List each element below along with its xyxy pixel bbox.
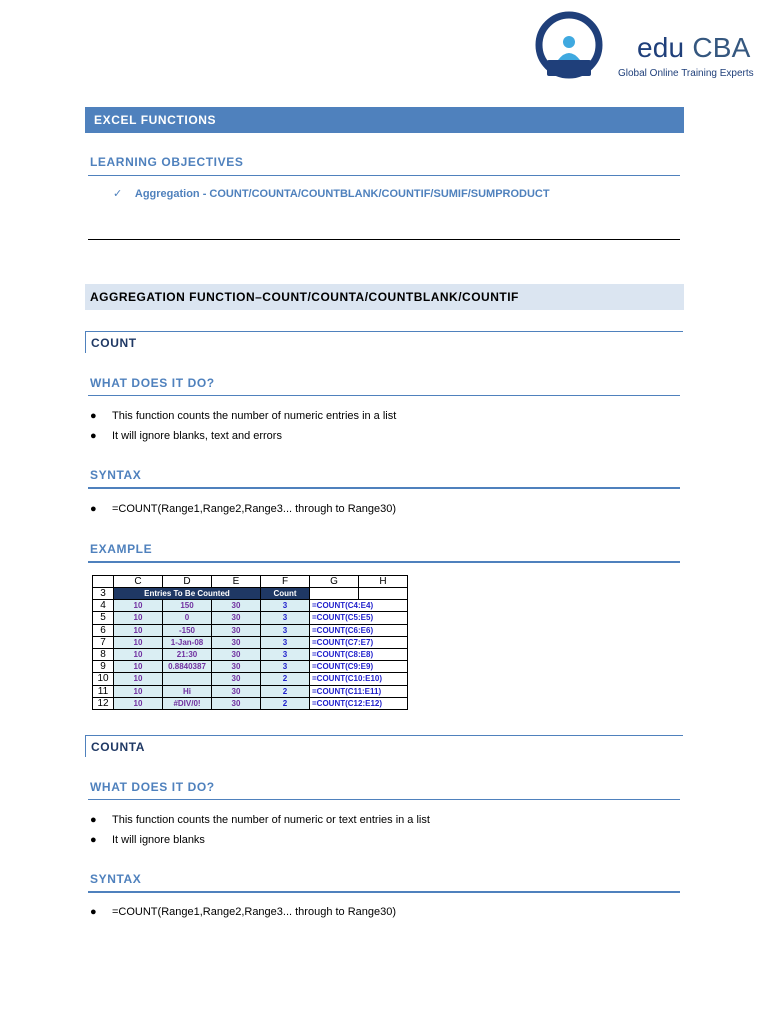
- divider: [88, 799, 680, 800]
- row-number: 11: [93, 685, 114, 697]
- row-number: 12: [93, 697, 114, 709]
- count-example-heading: EXAMPLE: [90, 542, 153, 556]
- count-heading: COUNT: [85, 331, 683, 353]
- counta-syntax-heading: SYNTAX: [90, 872, 142, 886]
- data-cell: 30: [212, 612, 261, 624]
- formula-cell: =COUNT(C9:E9): [310, 661, 408, 673]
- count-cell: 3: [261, 600, 310, 612]
- column-header: D: [163, 576, 212, 588]
- list-item: ● It will ignore blanks: [90, 834, 205, 846]
- row-number: 4: [93, 600, 114, 612]
- list-item-text: It will ignore blanks: [112, 834, 205, 846]
- logo-edu-text: edu: [637, 32, 685, 63]
- count-cell: 3: [261, 661, 310, 673]
- table-row: [93, 624, 408, 636]
- row-number: 10: [93, 673, 114, 685]
- section-banner: AGGREGATION FUNCTION–COUNT/COUNTA/COUNTBLANK/COUNTIF: [85, 284, 684, 310]
- list-item-text: This function counts the number of numeric or text entries in a list: [112, 814, 430, 826]
- formula-cell: =COUNT(C7:E7): [310, 636, 408, 648]
- row-number: 5: [93, 612, 114, 624]
- example-spreadsheet: [92, 575, 408, 710]
- data-cell: 10: [114, 612, 163, 624]
- formula-cell: =COUNT(C8:E8): [310, 648, 408, 660]
- empty-cell: [359, 588, 408, 600]
- data-cell: 21:30: [163, 648, 212, 660]
- count-header-cell: Count: [261, 588, 310, 600]
- count-cell: 3: [261, 636, 310, 648]
- data-cell: 1-Jan-08: [163, 636, 212, 648]
- count-cell: 3: [261, 624, 310, 636]
- formula-cell: =COUNT(C12:E12): [310, 697, 408, 709]
- count-cell: 3: [261, 612, 310, 624]
- count-cell: 2: [261, 673, 310, 685]
- data-cell: 10: [114, 624, 163, 636]
- count-cell: 2: [261, 685, 310, 697]
- data-cell: 30: [212, 685, 261, 697]
- count-cell: 2: [261, 697, 310, 709]
- page-title-banner: EXCEL FUNCTIONS: [85, 107, 684, 133]
- data-cell: -150: [163, 624, 212, 636]
- table-row: [93, 648, 408, 660]
- row-number: 7: [93, 636, 114, 648]
- column-header: H: [359, 576, 408, 588]
- divider: [88, 395, 680, 396]
- corner-cell: [93, 576, 114, 588]
- objective-item: [113, 187, 550, 200]
- column-header: G: [310, 576, 359, 588]
- data-cell: Hi: [163, 685, 212, 697]
- data-cell: 30: [212, 600, 261, 612]
- data-cell: 0.8840387: [163, 661, 212, 673]
- data-cell: 30: [212, 648, 261, 660]
- formula-cell: =COUNT(C4:E4): [310, 600, 408, 612]
- count-cell: 3: [261, 648, 310, 660]
- educba-logo-mark-icon: [534, 10, 604, 82]
- data-cell: 0: [163, 612, 212, 624]
- table-row: [93, 697, 408, 709]
- data-cell: 10: [114, 697, 163, 709]
- column-header: C: [114, 576, 163, 588]
- table-row: [93, 612, 408, 624]
- column-header: E: [212, 576, 261, 588]
- list-item: ● This function counts the number of numeric entries in a list: [90, 410, 397, 422]
- list-item-text: This function counts the number of numeric entries in a list: [112, 410, 397, 422]
- row-number: 9: [93, 661, 114, 673]
- formula-cell: =COUNT(C11:E11): [310, 685, 408, 697]
- row-number: 8: [93, 648, 114, 660]
- data-cell: 30: [212, 661, 261, 673]
- logo-tagline: Global Online Training Experts: [618, 68, 754, 79]
- data-cell: 10: [114, 673, 163, 685]
- formula-cell: =COUNT(C6:E6): [310, 624, 408, 636]
- data-cell: 30: [212, 697, 261, 709]
- educba-logo: [534, 10, 760, 86]
- row-number: 6: [93, 624, 114, 636]
- checkmark-icon: ✓: [113, 188, 123, 200]
- formula-cell: =COUNT(C10:E10): [310, 673, 408, 685]
- list-item: ● =COUNT(Range1,Range2,Range3... through to Range30): [90, 906, 397, 918]
- data-cell: 30: [212, 673, 261, 685]
- table-row: [93, 673, 408, 685]
- data-cell: 10: [114, 648, 163, 660]
- data-cell: 10: [114, 636, 163, 648]
- formula-cell: =COUNT(C5:E5): [310, 612, 408, 624]
- divider: [88, 487, 680, 489]
- table-row: [93, 588, 408, 600]
- empty-cell: [310, 588, 359, 600]
- data-cell: 30: [212, 636, 261, 648]
- table-row: [93, 600, 408, 612]
- table-row: [93, 636, 408, 648]
- column-header-row: [93, 576, 408, 588]
- divider: [88, 561, 680, 563]
- table-row: [93, 685, 408, 697]
- list-item-text: =COUNT(Range1,Range2,Range3... through to Range30): [112, 906, 397, 918]
- entries-header-cell: Entries To Be Counted: [114, 588, 261, 600]
- data-cell: [163, 673, 212, 685]
- data-cell: 10: [114, 685, 163, 697]
- data-cell: 30: [212, 624, 261, 636]
- logo-wordmark: [637, 32, 751, 64]
- table-row: [93, 661, 408, 673]
- list-item: ● This function counts the number of numeric or text entries in a list: [90, 814, 430, 826]
- list-item-text: It will ignore blanks, text and errors: [112, 430, 282, 442]
- divider: [88, 175, 680, 176]
- counta-heading: COUNTA: [85, 735, 683, 757]
- logo-cba-text: CBA: [692, 32, 751, 63]
- data-cell: 10: [114, 661, 163, 673]
- divider: [88, 239, 680, 240]
- list-item-text: =COUNT(Range1,Range2,Range3... through to Range30): [112, 503, 397, 515]
- column-header: F: [261, 576, 310, 588]
- data-cell: 150: [163, 600, 212, 612]
- data-cell: 10: [114, 600, 163, 612]
- objective-text: Aggregation - COUNT/COUNTA/COUNTBLANK/COUNTIF/SUMIF/SUMPRODUCT: [134, 188, 550, 200]
- learning-objectives-heading: LEARNING OBJECTIVES: [90, 155, 244, 169]
- data-cell: #DIV/0!: [163, 697, 212, 709]
- counta-what-heading: WHAT DOES IT DO?: [90, 780, 215, 794]
- count-what-heading: WHAT DOES IT DO?: [90, 376, 215, 390]
- row-number: 3: [93, 588, 114, 600]
- count-syntax-heading: SYNTAX: [90, 468, 142, 482]
- list-item: ● =COUNT(Range1,Range2,Range3... through to Range30): [90, 503, 397, 515]
- list-item: ● It will ignore blanks, text and errors: [90, 430, 282, 442]
- divider: [88, 891, 680, 893]
